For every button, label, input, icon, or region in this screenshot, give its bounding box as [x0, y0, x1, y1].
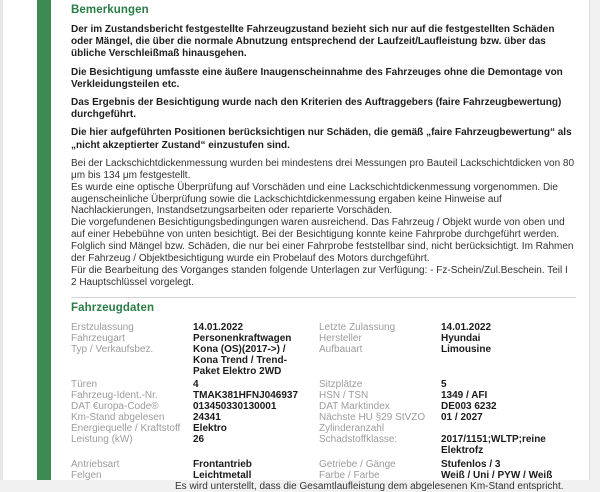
vehicle-data-grid-equipment [71, 459, 576, 481]
field-label: Fahrzeugart [71, 332, 125, 344]
field-value [441, 423, 576, 434]
field-value: Personenkraftwagen [193, 332, 292, 344]
remarks-title: Bemerkungen [71, 4, 149, 16]
document-page [3, 0, 590, 492]
field-label: Aufbauart [319, 343, 363, 355]
field-value: Stufenlos / 3 [441, 458, 501, 470]
vehicle-data-title: Fahrzeugdaten [71, 301, 155, 314]
field-label: Erstzulassung [71, 321, 134, 333]
vehicle-data-grid-technical [71, 379, 576, 456]
green-accent-bar [37, 0, 51, 480]
detail-line-inspection-conditions: Die vorgefundenen Besichtigungsbedingungen waren ausreichend. Das Fahrzeug / Objekt wurde von oben und auf einer Hebebühne von unten besichtigt. Bei der Besichtigung konnte keine Fahrprobe durchgeführt werden. Folglich sind Mängel bzw. Schäden, die nur bei einer Fahrprobe feststellbar sind, nicht berücksichtigt. Im Rahmen der Fahrzeug / Objektbesichtigung wurde ein Probelauf des Motors durchgeführt. [71, 217, 574, 265]
field-label: Türen [71, 378, 98, 390]
vehicle-data-section [71, 302, 576, 492]
field-label: Antriebsart [71, 458, 120, 470]
remarks-paragraph-3: Das Ergebnis der Besichtigung wurde nach den Kriterien des Auftraggebers (faire Fahrzeugbewertung) durchgeführt. [71, 97, 562, 121]
remarks-paragraph-2: Die Besichtigung umfasste eine äußere Inaugenscheinnahme des Fahrzeuges ohne die Demontage von Verkleidungsteilen etc. [71, 66, 563, 90]
field-label: Fahrzeug-Ident.-Nr. [71, 389, 158, 401]
field-label: Schadstoffklasse: [319, 433, 398, 445]
field-label: Farbe / Farbe [319, 469, 380, 481]
field-label: Nächste HU §29 StVZO [319, 411, 426, 423]
field-label: Felgen [71, 469, 102, 481]
field-label: Energiequelle / Kraftstoff [71, 422, 181, 434]
field-label: Zylinderanzahl [319, 422, 385, 434]
field-value: DE003 6232 [441, 400, 497, 412]
field-value: 5 [441, 378, 447, 390]
field-label: DAT €uropa-Code® [71, 400, 159, 412]
field-label: Hersteller [319, 332, 362, 344]
field-label: Letzte Zulassung [319, 321, 396, 333]
field-value: 01 / 2027 [441, 411, 483, 423]
field-value: Hyundai [441, 332, 481, 344]
remarks-section [71, 4, 576, 289]
field-value: Weiß / Uni / PYW / Weiß [441, 469, 553, 481]
field-label: DAT Marktindex [319, 400, 390, 412]
document-content [71, 0, 576, 492]
field-value: 1349 / AFI [441, 389, 488, 401]
field-value: TMAK381HFNJ046937 [193, 389, 299, 401]
field-value: 14.01.2022 [441, 321, 492, 333]
field-value: 26 [193, 433, 205, 445]
field-label: HSN / TSN [319, 389, 369, 401]
field-value: Frontantrieb [193, 458, 252, 470]
field-value: Elektro [193, 422, 227, 434]
field-value: Kona (OS)(2017->) / Kona Trend / Trend-Paket Elektro 2WD [193, 343, 287, 377]
detail-line-paint-thickness: Bei der Lackschichtdickenmessung wurden bei mindestens drei Messungen pro Bauteil Lackschichtdicken von 80 μm bis 134 μm festgestellt. [71, 157, 575, 181]
remarks-details [71, 158, 576, 289]
remarks-paragraph-4: Die hier aufgeführten Positionen berücksichtigen nur Schäden, die gemäß „faire Fahrzeugbewertung“ als „nicht akzeptierter Zustand“ einzustufen sind. [71, 127, 572, 151]
field-label: Getriebe / Gänge [319, 458, 396, 470]
field-value: Limousine [441, 343, 492, 355]
field-label: Leistung (kW) [71, 433, 133, 445]
field-label: Sitzplätze [319, 378, 363, 390]
remarks-paragraph-1: Der im Zustandsbericht festgestellte Fahrzeugzustand bezieht sich nur auf die festgestellten Schäden oder Mängel, die über die normale Abnutzung entsprechend der Laufzeit/Laufleistung bzw. über das übliche Verschleißmaß hinausgehen. [71, 24, 555, 60]
detail-line-inspection-optical: Es wurde eine optische Überprüfung auf Vorschäden und eine Lackschichtdickenmessung vorgenommen. Die augenscheinliche Überprüfung sowie die Lackschichtdickenmessung ergaben keine Hinweise auf Nachlackierungen, Instandsetzungsarbeiten oder reparierte Vorschäden. [71, 181, 558, 217]
field-label: Km-Stand abgelesen [71, 411, 165, 423]
section-divider [71, 297, 576, 298]
detail-line-keys: 2 Hauptschlüssel vorgelegt. [71, 276, 194, 288]
field-value: 013450330130001 [193, 400, 277, 412]
field-value: 24341 [193, 411, 221, 423]
field-value: 4 [193, 378, 199, 390]
mileage-assumption-note: Es wird unterstellt, dass die Gesamtlaufleistung dem abgelesenen Km-Stand entspricht. [175, 480, 564, 492]
field-value: Leichtmetall [193, 469, 252, 481]
detail-line-documents: Für die Bearbeitung des Vorganges standen folgende Unterlagen zur Verfügung: - Fz-Schein/Zul.Beschein. Teil I [71, 264, 568, 276]
vehicle-data-grid-registration [71, 322, 576, 377]
field-value: 14.01.2022 [193, 321, 244, 333]
field-label: Typ / Verkaufsbez. [71, 343, 154, 355]
field-value: 2017/1151;WLTP;reine Elektrofz [441, 433, 546, 456]
